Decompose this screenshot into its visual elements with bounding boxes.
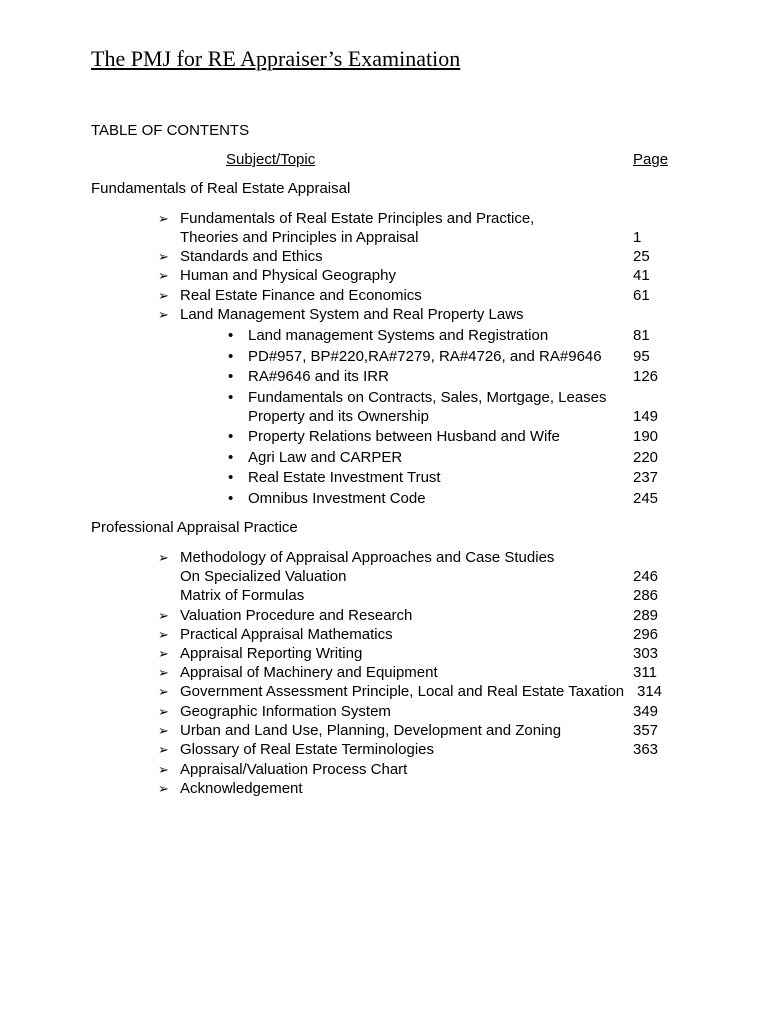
toc-entry-text: Omnibus Investment Code — [248, 490, 426, 507]
arrow-bullet-icon: ➢ — [158, 742, 169, 757]
toc-entry-page: 81 — [633, 327, 650, 344]
toc-entry-page: 41 — [633, 267, 650, 284]
bullet-icon: • — [228, 449, 234, 466]
toc-entry-page: 1 — [633, 229, 642, 246]
toc-entry-text: Real Estate Investment Trust — [248, 469, 441, 486]
arrow-bullet-icon: ➢ — [158, 627, 169, 642]
toc-entry-text: Valuation Procedure and Research — [180, 607, 413, 624]
toc-entry-page: 289 — [633, 607, 659, 624]
toc-entry-text: Practical Appraisal Mathematics — [180, 626, 393, 643]
column-header-subject: Subject/Topic — [226, 151, 316, 168]
toc-entry-text: Property and its Ownership — [248, 408, 429, 425]
toc-entry-text: Theories and Principles in Appraisal — [180, 229, 419, 246]
arrow-bullet-icon: ➢ — [158, 249, 169, 264]
column-header-page: Page — [633, 151, 669, 168]
toc-entry-text: Agri Law and CARPER — [248, 449, 403, 466]
toc-entry-text: Appraisal of Machinery and Equipment — [180, 664, 438, 681]
document-title: The PMJ for RE Appraiser’s Examination — [91, 46, 461, 71]
toc-entry-text: Real Estate Finance and Economics — [180, 287, 422, 304]
toc-entry-text: Land Management System and Real Property Laws — [180, 306, 524, 323]
bullet-icon: • — [228, 469, 234, 486]
toc-entry-page: 149 — [633, 408, 659, 425]
toc-heading: TABLE OF CONTENTS — [91, 122, 250, 139]
toc-entry-page: 357 — [633, 722, 659, 739]
toc-entry-page: 237 — [633, 469, 659, 486]
toc-entry-text: Property Relations between Husband and Wife — [248, 428, 560, 445]
toc-entry-page: 363 — [633, 741, 659, 758]
toc-entry-text: On Specialized Valuation — [180, 568, 347, 585]
toc-entry-page: 246 — [633, 568, 659, 585]
arrow-bullet-icon: ➢ — [158, 288, 169, 303]
toc-entry-page: 314 — [637, 683, 663, 700]
toc-entry-text: Land management Systems and Registration — [248, 327, 549, 344]
arrow-bullet-icon: ➢ — [158, 684, 169, 699]
toc-entry-page: 126 — [633, 368, 659, 385]
bullet-icon: • — [228, 428, 234, 445]
toc-entry-text: Matrix of Formulas — [180, 587, 305, 604]
toc-entry-page: 61 — [633, 287, 650, 304]
toc-entry-page: 95 — [633, 348, 650, 365]
toc-entry-text: Appraisal/Valuation Process Chart — [180, 761, 408, 778]
bullet-icon: • — [228, 327, 234, 344]
toc-entry-text: Fundamentals of Real Estate Principles and Practice, — [180, 210, 535, 227]
toc-entry-text: Geographic Information System — [180, 703, 391, 720]
toc-entry-page: 286 — [633, 587, 659, 604]
arrow-bullet-icon: ➢ — [158, 665, 169, 680]
arrow-bullet-icon: ➢ — [158, 608, 169, 623]
section-heading-professional: Professional Appraisal Practice — [91, 519, 298, 536]
toc-entry-page: 220 — [633, 449, 659, 466]
bullet-icon: • — [228, 490, 234, 507]
toc-entry-page: 245 — [633, 490, 659, 507]
toc-entry-text: Fundamentals on Contracts, Sales, Mortgage, Leases — [248, 389, 607, 406]
toc-entry-text: Appraisal Reporting Writing — [180, 645, 363, 662]
toc-entry-text: Standards and Ethics — [180, 248, 323, 265]
toc-entry-text: Human and Physical Geography — [180, 267, 396, 284]
toc-entry-text: Urban and Land Use, Planning, Development and Zoning — [180, 722, 562, 739]
toc-entry-text: RA#9646 and its IRR — [248, 368, 389, 385]
toc-entry-page: 190 — [633, 428, 659, 445]
arrow-bullet-icon: ➢ — [158, 704, 169, 719]
arrow-bullet-icon: ➢ — [158, 307, 169, 322]
bullet-icon: • — [228, 348, 234, 365]
arrow-bullet-icon: ➢ — [158, 762, 169, 777]
arrow-bullet-icon: ➢ — [158, 723, 169, 738]
bullet-icon: • — [228, 389, 234, 406]
toc-entry-text: Acknowledgement — [180, 780, 303, 797]
toc-entry-text: Methodology of Appraisal Approaches and Case Studies — [180, 549, 555, 566]
toc-entry-text: Government Assessment Principle, Local and Real Estate Taxation — [180, 683, 625, 700]
toc-entry-page: 296 — [633, 626, 659, 643]
bullet-icon: • — [228, 368, 234, 385]
toc-entry-page: 25 — [633, 248, 650, 265]
toc-entry-page: 311 — [633, 664, 657, 681]
toc-entry-text: PD#957, BP#220,RA#7279, RA#4726, and RA#9646 — [248, 348, 602, 365]
toc-entry-page: 349 — [633, 703, 659, 720]
arrow-bullet-icon: ➢ — [158, 268, 169, 283]
arrow-bullet-icon: ➢ — [158, 781, 169, 796]
section-heading-fundamentals: Fundamentals of Real Estate Appraisal — [91, 180, 351, 197]
arrow-bullet-icon: ➢ — [158, 646, 169, 661]
arrow-bullet-icon: ➢ — [158, 211, 169, 226]
toc-entry-text: Glossary of Real Estate Terminologies — [180, 741, 435, 758]
toc-entry-page: 303 — [633, 645, 659, 662]
arrow-bullet-icon: ➢ — [158, 550, 169, 565]
